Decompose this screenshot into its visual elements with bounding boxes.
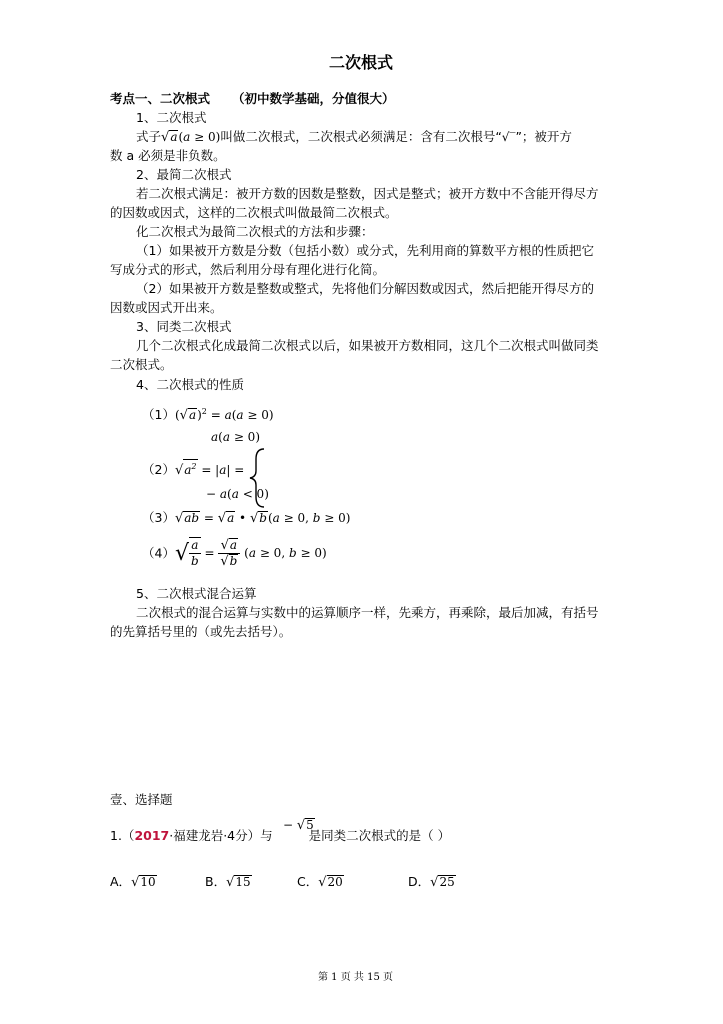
- item1-line1-pre: 式子: [136, 129, 162, 144]
- item3-line1: 几个二次根式化成最简二次根式以后，如果被开方数相同，这几个二次根式叫做同类: [136, 338, 599, 353]
- radical-sign-symbol: √‾: [501, 130, 516, 144]
- property-1-formula: $(√a)^2 = a(a \ge 0)$: [174, 407, 274, 423]
- q1-option-a[interactable]: [110, 872, 157, 892]
- q1-source: ·福建龙岩·4分）与: [169, 828, 273, 843]
- property-4: [142, 537, 327, 569]
- option-c-radicand: 20: [327, 875, 343, 889]
- property-3-formula: √ab = √a • √b(a ≥ 0, b ≥ 0): [174, 511, 351, 526]
- option-d-radicand: 25: [439, 875, 455, 889]
- section-heading: [110, 89, 395, 108]
- sqrt-a-condition: √a(a ≥ 0): [161, 130, 221, 145]
- option-a-formula: √10: [131, 875, 156, 890]
- option-d-formula: √25: [430, 875, 455, 890]
- item2-para2: 化二次根式为最简二次根式的方法和步骤：: [136, 224, 374, 239]
- q1-option-c[interactable]: [297, 872, 344, 892]
- property-2: [142, 459, 244, 480]
- option-b-formula: √15: [226, 875, 251, 890]
- q1-expression-formula: − √5: [283, 818, 314, 833]
- item5-title: 5、二次根式混合运算: [136, 586, 257, 601]
- q1-number: 1.（: [110, 828, 135, 843]
- property-2-case-positive: a(a ≥ 0): [211, 430, 260, 444]
- property-3-label: （3）: [142, 510, 175, 525]
- property-2-case-negative: − a(a < 0): [206, 487, 269, 501]
- q1-year: 2017: [134, 828, 170, 843]
- item2-para1-line2: 的因数或因式，这样的二次根式叫做最简二次根式。: [110, 205, 398, 220]
- item1-line2: 数 a 必须是非负数。: [110, 148, 226, 163]
- q1-expression-radicand: 5: [306, 818, 314, 832]
- section-heading-text: 考点一、二次根式: [110, 91, 211, 106]
- q1-option-b[interactable]: [205, 872, 252, 892]
- option-b-label: B．: [205, 874, 227, 889]
- property-3: [142, 508, 350, 528]
- item1-line1: [136, 127, 572, 147]
- option-a-radicand: 10: [140, 875, 156, 889]
- option-d-label: D．: [408, 874, 431, 889]
- item4-title: 4、二次根式的性质: [136, 377, 244, 392]
- item2-title: 2、最简二次根式: [136, 167, 232, 182]
- item1-title: 1、二次根式: [136, 110, 207, 125]
- question-1: [110, 826, 450, 845]
- option-a-label: A．: [110, 874, 132, 889]
- page-title: 二次根式: [329, 53, 394, 72]
- property-2-formula: $√a^2 = |a|$ =: [175, 463, 244, 477]
- q1-tail: 是同类二次根式的是（ ）: [308, 828, 451, 843]
- property-1: [142, 402, 274, 425]
- option-c-label: C．: [297, 874, 319, 889]
- item1-line1-end: ”；被开方: [515, 129, 572, 144]
- item3-line2: 二次根式。: [110, 357, 173, 372]
- item2-para1-line1: 若二次根式满足：被开方数的因数是整数，因式是整式；被开方数中不含能开得尽方: [136, 186, 599, 201]
- item1-line1-post: 叫做二次根式，二次根式必须满足：含有二次根号“: [220, 129, 502, 144]
- item5-line2: 的先算括号里的（或先去括号）。: [110, 624, 292, 639]
- property-4-formula: √ $\frac{a}{b}$ = $\frac{√a}{√b}$ (a ≥ 0, b ≥ 0): [174, 537, 327, 569]
- page-footer: 第 1 页 共 15 页: [318, 972, 393, 983]
- item2-step2-line1: （2）如果被开方数是整数或整式，先将他们分解因数或因式，然后把能开得尽方的: [136, 281, 594, 296]
- property-4-label: （4）: [142, 545, 175, 561]
- q1-option-d[interactable]: [408, 872, 456, 892]
- item3-title: 3、同类二次根式: [136, 319, 232, 334]
- item5-line1: 二次根式的混合运算与实数中的运算顺序一样，先乘方，再乘除，最后加减，有括号: [136, 605, 599, 620]
- choice-section-heading: 壹、选择题: [110, 792, 173, 807]
- item2-step2-line2: 因数或因式开出来。: [110, 300, 223, 315]
- option-b-radicand: 15: [235, 875, 251, 889]
- section-heading-note: （初中数学基础，分值很大）: [232, 91, 395, 106]
- item2-step1-line1: （1）如果被开方数是分数（包括小数）或分式，先利用商的算数平方根的性质把它: [136, 243, 594, 258]
- property-1-label: （1）: [142, 407, 175, 422]
- option-c-formula: √20: [318, 875, 343, 890]
- property-2-label: （2）: [142, 462, 175, 477]
- item2-step1-line2: 写成分式的形式，然后利用分母有理化进行化简。: [110, 262, 386, 277]
